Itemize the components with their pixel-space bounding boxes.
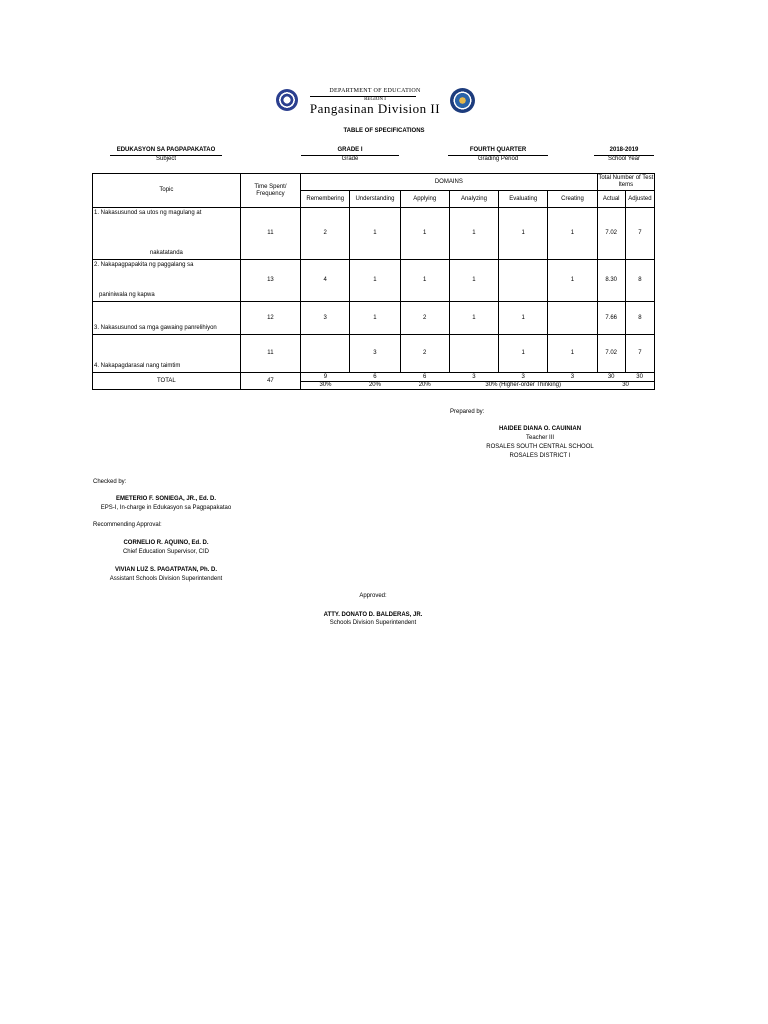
time-spent-cell: 13 (240, 260, 300, 302)
total-evaluating-cell: 3 (499, 373, 548, 382)
approver-name: ATTY. DONATO D. BALDERAS, JR. (323, 612, 423, 618)
total-row (93, 373, 655, 382)
evaluating-cell: 1 (499, 208, 548, 260)
region-name: REGION I (364, 97, 386, 102)
applying-cell: 2 (400, 335, 449, 373)
checker-position: EPS-I, In-charge in Edukasyon sa Pagpapakatao (100, 505, 232, 511)
total-label: TOTAL (93, 373, 241, 390)
adjusted-cell: 7 (625, 335, 654, 373)
document-title: TABLE OF SPECIFICATIONS (343, 128, 425, 134)
topic-cell (93, 302, 241, 335)
preparer-position: Teacher III (525, 435, 554, 441)
preparer-district: ROSALES DISTRICT I (509, 453, 571, 459)
table-row (93, 208, 655, 260)
total-items-header: Total Number of Test Items (597, 174, 654, 191)
total-applying-cell: 6 (400, 373, 449, 382)
creating-cell: 1 (548, 260, 597, 302)
adjusted-cell: 8 (625, 302, 654, 335)
recommender-2-position: Assistant Schools Division Superintendent (109, 576, 223, 582)
evaluating-cell: 1 (499, 302, 548, 335)
recommending-label: Recommending Approval: (93, 522, 162, 528)
total-time-cell: 47 (240, 373, 300, 390)
preparer-school: ROSALES SOUTH CENTRAL SCHOOL (486, 444, 594, 450)
adjusted-cell: 7 (625, 208, 654, 260)
actual-header: Actual (597, 191, 625, 208)
recommender-2-name: VIVIAN LUZ S. PAGATPATAN, Ph. D. (114, 567, 218, 573)
department-name: DEPARTMENT OF EDUCATION (329, 88, 421, 94)
domain-creating-header: Creating (548, 191, 597, 208)
topic-header: Topic (93, 174, 241, 208)
total-adjusted-cell: 30 (625, 373, 654, 382)
topic-cell (93, 208, 241, 260)
recommender-position: Chief Education Supervisor, CID (122, 549, 210, 555)
time-spent-cell: 11 (240, 335, 300, 373)
topic-cell (93, 260, 241, 302)
domain-remembering-header: Remembering (301, 191, 350, 208)
pct-hots-cell: 30% (Higher-order Thinking) (449, 382, 597, 390)
understanding-cell: 1 (350, 260, 400, 302)
evaluating-cell: 1 (499, 335, 548, 373)
pct-understanding-cell: 20% (350, 382, 400, 390)
grade-label: Grade (341, 156, 359, 162)
evaluating-cell (499, 260, 548, 302)
table-row (93, 302, 655, 335)
domain-understanding-header: Understanding (350, 191, 400, 208)
time-spent-header: Time Spent/ Frequency (240, 174, 300, 208)
checked-by-label: Checked by: (93, 479, 127, 485)
total-remembering-cell: 9 (301, 373, 350, 382)
checker-name: EMETERIO F. SONIEGA, JR., Ed. D. (115, 496, 216, 502)
approved-label: Approved: (359, 593, 387, 599)
total-actual-cell: 30 (597, 373, 625, 382)
grading-period-value: FOURTH QUARTER (469, 147, 527, 153)
subject-value: EDUKASYON SA PAGPAPAKATAO (116, 147, 216, 153)
grading-period-label: Grading Period (477, 156, 519, 162)
creating-cell (548, 302, 597, 335)
domain-evaluating-header: Evaluating (499, 191, 548, 208)
domain-analyzing-header: Analyzing (449, 191, 498, 208)
understanding-cell: 1 (350, 208, 400, 260)
applying-cell: 1 (400, 260, 449, 302)
table-row (93, 260, 655, 302)
topic-cell (93, 335, 241, 373)
remembering-cell: 3 (301, 302, 350, 335)
topic-text-continued: paniniwala ng kapwa (99, 292, 155, 299)
division-seal-icon (450, 88, 475, 113)
deped-seal-icon (276, 89, 298, 111)
topic-text: 4. Nakapagdarasal nang taimtim (94, 363, 181, 370)
preparer-name: HAIDEE DIANA O. CAUINIAN (498, 426, 582, 432)
recommender-name: CORNELIO R. AQUINO, Ed. D. (123, 540, 209, 546)
topic-text: 1. Nakasusunod sa utos ng magulang at (94, 210, 202, 216)
pct-remembering-cell: 30% (301, 382, 350, 390)
adjusted-header: Adjusted (625, 191, 654, 208)
analyzing-cell (449, 335, 498, 373)
understanding-cell: 3 (350, 335, 400, 373)
remembering-cell: 2 (301, 208, 350, 260)
specifications-table (92, 173, 655, 390)
actual-cell: 7.02 (597, 208, 625, 260)
table-row (93, 335, 655, 373)
domain-applying-header: Applying (400, 191, 449, 208)
creating-cell: 1 (548, 335, 597, 373)
analyzing-cell: 1 (449, 208, 498, 260)
time-spent-cell: 12 (240, 302, 300, 335)
understanding-cell: 1 (350, 302, 400, 335)
applying-cell: 2 (400, 302, 449, 335)
time-spent-cell: 11 (240, 208, 300, 260)
grade-value: GRADE I (337, 147, 363, 153)
topic-text: 2. Nakapagpapakita ng paggalang sa (94, 262, 194, 268)
pct-total-cell: 30 (597, 382, 654, 390)
division-name: Pangasinan Division II (309, 101, 441, 116)
approver-position: Schools Division Superintendent (329, 620, 417, 626)
topic-text-continued: nakatatanda (149, 250, 183, 257)
adjusted-cell: 8 (625, 260, 654, 302)
domains-header: DOMAINS (301, 174, 598, 191)
analyzing-cell: 1 (449, 260, 498, 302)
actual-cell: 7.02 (597, 335, 625, 373)
actual-cell: 7.66 (597, 302, 625, 335)
remembering-cell: 4 (301, 260, 350, 302)
total-analyzing-cell: 3 (449, 373, 498, 382)
analyzing-cell: 1 (449, 302, 498, 335)
topic-text: 3. Nakasusunod sa mga gawaing panrelihiyon (94, 325, 217, 332)
school-year-label: School Year (607, 156, 641, 162)
subject-label: Subject (155, 156, 176, 162)
creating-cell: 1 (548, 208, 597, 260)
total-understanding-cell: 6 (350, 373, 400, 382)
school-year-value: 2018-2019 (609, 147, 639, 153)
actual-cell: 8.30 (597, 260, 625, 302)
total-creating-cell: 3 (548, 373, 597, 382)
pct-applying-cell: 20% (400, 382, 449, 390)
prepared-by-label: Prepared by: (450, 409, 485, 415)
remembering-cell (301, 335, 350, 373)
applying-cell: 1 (400, 208, 449, 260)
